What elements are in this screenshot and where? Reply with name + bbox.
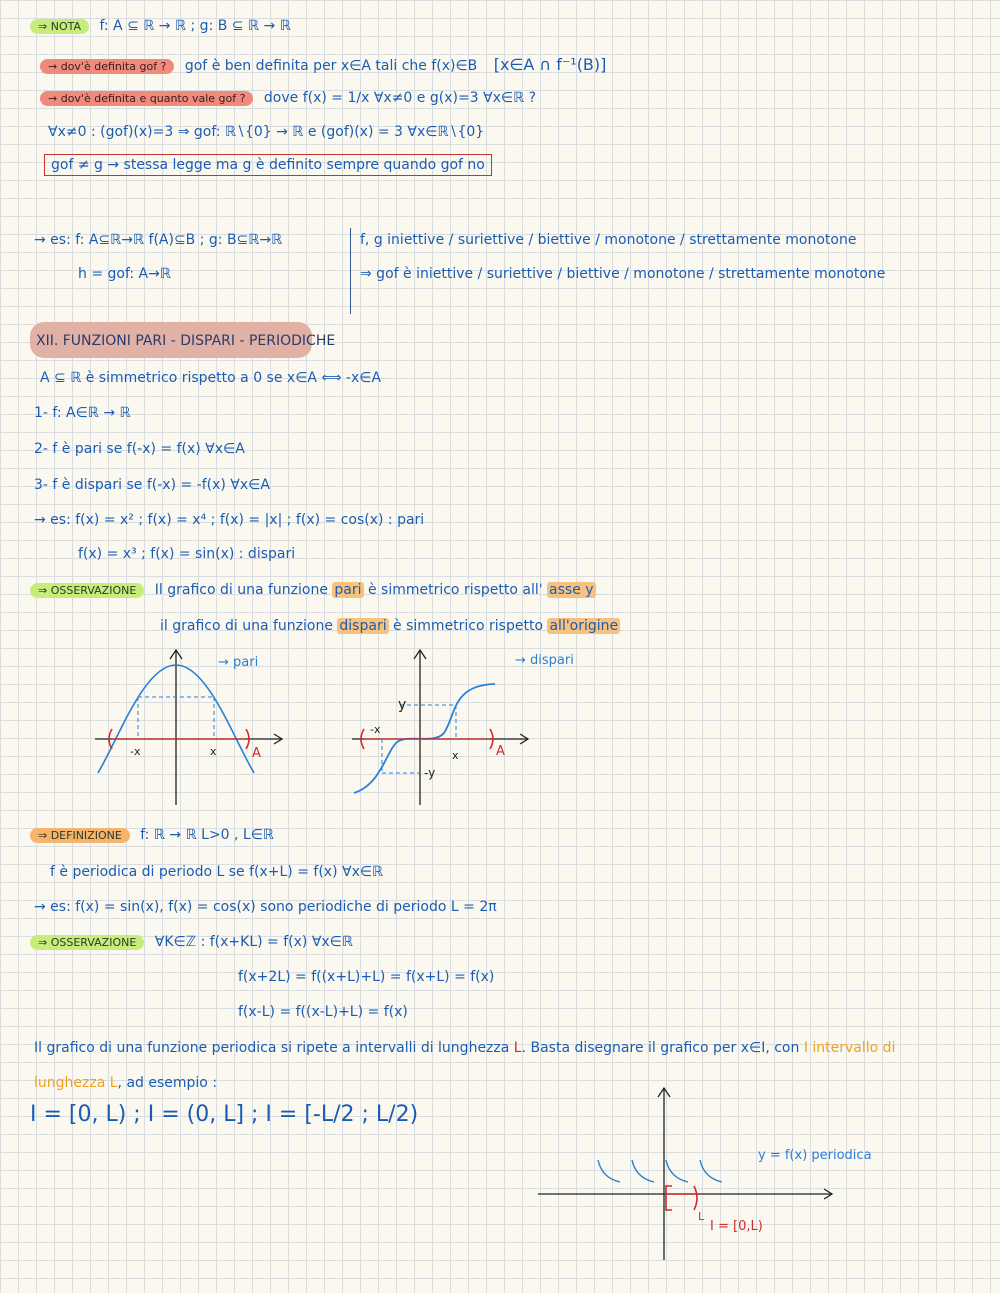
period-arc-1 (598, 1160, 620, 1182)
section-line-1: A ⊆ ℝ è simmetrico rispetto a 0 se x∈A ⟺ -x∈A (40, 370, 382, 386)
graph-L-label: L (698, 1210, 705, 1223)
label-x: x (210, 745, 217, 758)
closing-length: lunghezza L (34, 1075, 118, 1091)
observation-1-origine: all'origine (549, 618, 619, 634)
answer-1-set: [x∈A ∩ f⁻¹(B)] (493, 55, 607, 74)
observation-1-pari: pari (334, 582, 362, 598)
observation-2-line-3: f(x-L) = f((x-L)+L) = f(x) (238, 1004, 408, 1020)
example-1-d: ⇒ gof è iniettive / suriettive / biettive / monotone / strettamente monotone (360, 266, 886, 282)
observation-1-tag: ⇒ OSSERVAZIONE (30, 583, 144, 598)
definition-tag: ⇒ DEFINIZIONE (30, 828, 130, 843)
question-1: → dov'è definita gof ? (40, 59, 174, 74)
observation-1-line-1 (30, 582, 596, 598)
section-line-2: 1- f: A∈ℝ → ℝ (34, 405, 131, 421)
gof-note-box (44, 157, 492, 173)
observation-2-line-2: f(x+2L) = f((x+L)+L) = f(x+L) = f(x) (238, 969, 495, 985)
interval-examples: I = [0, L) ; I = (0, L] ; I = [-L/2 ; L/2) (30, 1102, 419, 1127)
label-y: y (398, 697, 407, 713)
observation-1-text-2: è simmetrico rispetto all' (363, 582, 548, 598)
gof-note-text: gof ≠ g → stessa legge ma g è definito sempre quando gof no (44, 154, 492, 176)
odd-function-graph (340, 645, 540, 810)
observation-1-text-4: è simmetrico rispetto (388, 618, 548, 634)
section-title: XII. FUNZIONI PARI - DISPARI - PERIODICHE (36, 333, 336, 349)
label-neg-y: -y (424, 766, 436, 780)
interval-right-bracket (694, 1186, 697, 1210)
section-line-3: 2- f è pari se f(-x) = f(x) ∀x∈A (34, 441, 245, 457)
answer-1: gof è ben definita per x∈A tali che f(x)∈B (184, 58, 478, 74)
observation-2-line (30, 934, 353, 950)
example-1-a: → es: f: A⊆ℝ→ℝ f(A)⊆B ; g: B⊆ℝ→ℝ (34, 232, 283, 248)
section-line-4: 3- f è dispari se f(-x) = -f(x) ∀x∈A (34, 477, 270, 493)
question-2: → dov'è definita e quanto vale gof ? (40, 91, 253, 106)
nota-definition: f: A ⊆ ℝ → ℝ ; g: B ⊆ ℝ → ℝ (99, 18, 291, 34)
section-line-6: f(x) = x³ ; f(x) = sin(x) : dispari (78, 546, 296, 562)
graph-interval-label: I = [0,L) (710, 1219, 763, 1234)
observation-2-tag: ⇒ OSSERVAZIONE (30, 935, 144, 950)
nota-line (30, 18, 291, 34)
interval-left-bracket (666, 1186, 672, 1210)
label-A: A (496, 744, 505, 759)
even-function-graph (90, 645, 300, 810)
definition-line-1: f è periodica di periodo L se f(x+L) = f(x) ∀x∈ℝ (50, 864, 384, 880)
observation-2-line-1: ∀K∈ℤ : f(x+KL) = f(x) ∀x∈ℝ (154, 934, 353, 950)
answer-2: dove f(x) = 1/x ∀x≠0 e g(x)=3 ∀x∈ℝ ? (263, 90, 537, 106)
question-2-line (40, 90, 536, 106)
definition-line-2: → es: f(x) = sin(x), f(x) = cos(x) sono periodiche di periodo L = 2π (34, 899, 497, 915)
even-label: → pari (218, 655, 259, 670)
closing-L: L (513, 1040, 522, 1056)
odd-label: → dispari (515, 653, 574, 668)
label-neg-x: -x (370, 723, 381, 736)
label-A: A (252, 746, 261, 761)
closing-line-1 (34, 1040, 895, 1056)
observation-1-line-2 (160, 618, 620, 634)
observation-1-asse: asse y (549, 582, 594, 598)
example-1-c: f, g iniettive / suriettive / biettive / monotone / strettamente monotone (360, 232, 857, 248)
period-arc-3 (666, 1160, 688, 1182)
label-neg-x: -x (130, 745, 141, 758)
section-line-5: → es: f(x) = x² ; f(x) = x⁴ ; f(x) = |x| ; f(x) = cos(x) : pari (34, 512, 425, 528)
label-x: x (452, 749, 459, 762)
nota-tag: ⇒ NOTA (30, 19, 89, 34)
closing-text-1: Il grafico di una funzione periodica si ripete a intervalli di lunghezza (34, 1040, 514, 1056)
definition-line (30, 827, 274, 843)
divider-line (350, 228, 351, 314)
closing-text-4: , ad esempio : (117, 1075, 218, 1091)
closing-line-2 (34, 1075, 217, 1091)
observation-1-text-3: il grafico di una funzione (160, 618, 338, 634)
closing-I: I intervallo di (803, 1040, 896, 1056)
observation-1-dispari: dispari (339, 618, 387, 634)
example-1-b: h = gof: A→ℝ (78, 266, 171, 282)
observation-1-text-1: Il grafico di una funzione (154, 582, 333, 598)
closing-text-2: . Basta disegnare il grafico per x∈I, con (521, 1040, 804, 1056)
periodic-graph-label: y = f(x) periodica (758, 1148, 872, 1163)
periodic-function-graph (530, 1082, 840, 1262)
answer-3: ∀x≠0 : (gof)(x)=3 ⇒ gof: ℝ∖{0} → ℝ e (gof)(x) = 3 ∀x∈ℝ∖{0} (48, 124, 485, 140)
definition-text: f: ℝ → ℝ L>0 , L∈ℝ (140, 827, 274, 843)
period-arc-4 (700, 1160, 722, 1182)
period-arc-2 (632, 1160, 654, 1182)
question-1-line (40, 55, 606, 74)
